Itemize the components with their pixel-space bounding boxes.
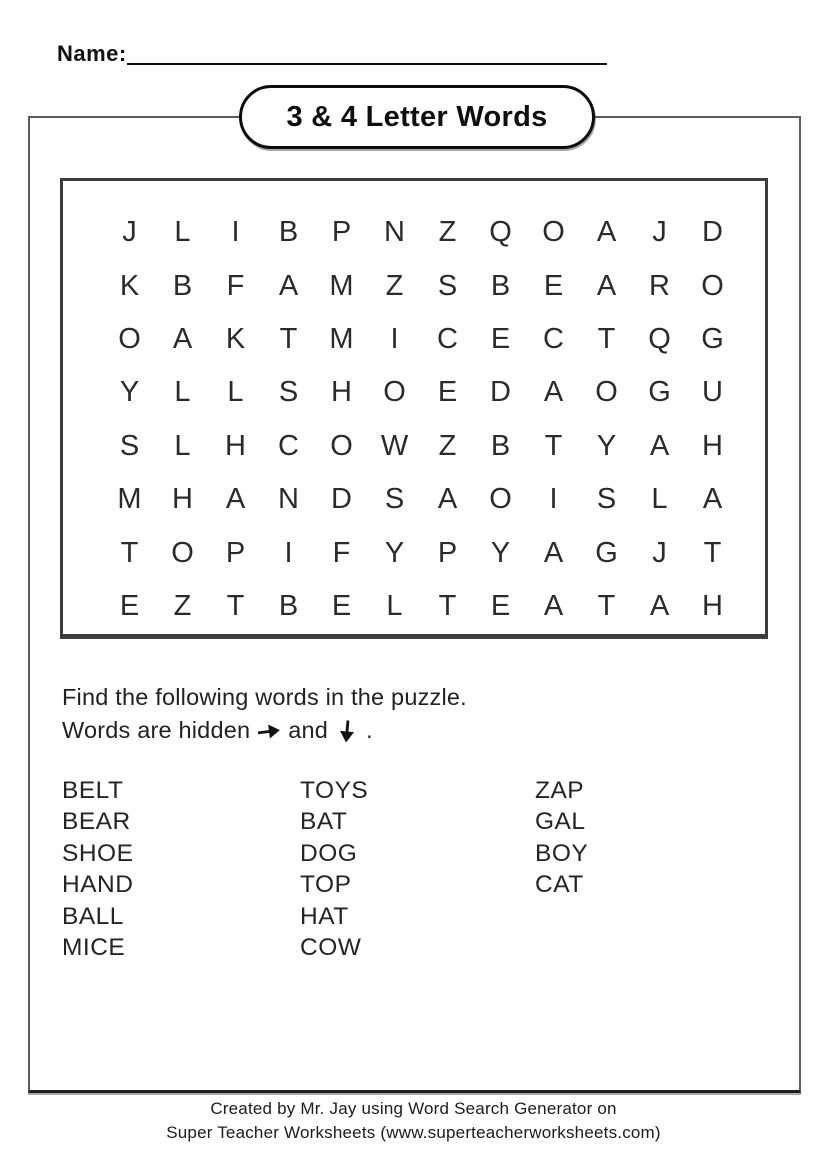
grid-letter-r3c2: A xyxy=(172,322,193,355)
instructions-and-text: and xyxy=(288,716,329,743)
grid-letter-r4c7: E xyxy=(437,376,458,409)
grid-letter-r3c6: I xyxy=(390,322,399,355)
grid-letter-r4c1: Y xyxy=(119,376,140,409)
grid-letter-r1c3: I xyxy=(231,216,240,249)
grid-letter-r3c12: G xyxy=(701,322,724,355)
grid-letter-r8c3: T xyxy=(226,589,245,622)
grid-letter-r5c12: H xyxy=(702,429,723,462)
word-item-belt: BELT xyxy=(62,777,124,804)
grid-letter-r4c11: G xyxy=(648,376,671,409)
grid-letter-r7c12: T xyxy=(703,536,722,569)
grid-letter-r3c11: Q xyxy=(648,322,671,355)
grid-letter-r1c1: J xyxy=(122,216,137,249)
grid-letter-r6c3: A xyxy=(225,483,246,516)
footer-line-2: Super Teacher Worksheets (www.superteacherworksheets.com) xyxy=(166,1122,661,1142)
grid-letter-r1c8: Q xyxy=(489,216,512,249)
grid-letter-r5c7: Z xyxy=(438,429,457,462)
grid-letter-r2c3: F xyxy=(226,269,245,302)
grid-letter-r2c2: B xyxy=(172,269,193,302)
word-item-toys: TOYS xyxy=(300,777,369,804)
name-blank-line xyxy=(127,63,607,65)
word-list xyxy=(62,775,772,995)
word-item-zap: ZAP xyxy=(535,777,585,804)
grid-letter-r4c5: H xyxy=(331,376,352,409)
grid-letter-r6c8: O xyxy=(489,483,512,516)
word-item-dog: DOG xyxy=(300,839,358,867)
grid-letter-r6c7: A xyxy=(437,483,458,516)
instructions-line-2 xyxy=(62,714,467,747)
grid-letter-r1c9: O xyxy=(542,216,565,249)
grid-letter-r2c7: S xyxy=(437,269,458,302)
grid-letter-r2c4: A xyxy=(278,269,299,302)
grid-letter-r4c3: L xyxy=(227,376,244,409)
down-arrow-icon xyxy=(335,722,359,741)
grid-letter-r2c5: M xyxy=(329,269,354,302)
grid-letter-r2c1: K xyxy=(119,269,140,302)
grid-letter-r1c6: N xyxy=(384,216,405,249)
word-item-mice: MICE xyxy=(62,934,126,962)
grid-letter-r8c7: T xyxy=(438,589,457,622)
letter-grid xyxy=(103,206,739,633)
grid-letter-r2c12: O xyxy=(701,269,724,302)
grid-letter-r7c6: Y xyxy=(384,536,405,569)
title-pill xyxy=(239,85,595,149)
grid-letter-r8c6: L xyxy=(386,589,403,622)
grid-letter-r3c9: C xyxy=(543,322,564,355)
grid-letter-r8c2: Z xyxy=(173,589,192,622)
word-list-column-3 xyxy=(535,775,588,901)
grid-letter-r1c7: Z xyxy=(438,216,457,249)
grid-letter-r4c4: S xyxy=(278,376,299,409)
grid-letter-r5c2: L xyxy=(174,429,191,462)
grid-letter-r4c6: O xyxy=(383,376,406,409)
grid-letter-r3c10: T xyxy=(597,322,616,355)
grid-letter-r4c2: L xyxy=(174,376,191,409)
grid-letter-r5c11: A xyxy=(649,429,670,462)
grid-letter-r4c9: A xyxy=(543,376,564,409)
grid-letter-r6c4: N xyxy=(278,483,299,516)
instructions-line-1: Find the following words in the puzzle. xyxy=(62,684,467,710)
grid-letter-r6c5: D xyxy=(331,483,352,516)
word-search-grid-box xyxy=(60,178,768,637)
grid-letter-r6c2: H xyxy=(172,483,193,516)
word-item-bear: BEAR xyxy=(62,808,131,836)
grid-letter-r8c11: A xyxy=(649,589,670,622)
word-item-shoe: SHOE xyxy=(62,839,134,867)
grid-letter-r1c2: L xyxy=(174,216,191,249)
grid-letter-r2c6: Z xyxy=(385,269,404,302)
grid-letter-r5c1: S xyxy=(119,429,140,462)
grid-letter-r8c8: E xyxy=(490,589,511,622)
word-item-hand: HAND xyxy=(62,871,134,899)
grid-letter-r6c1: M xyxy=(117,483,142,516)
grid-letter-r5c6: W xyxy=(380,429,409,462)
grid-letter-r7c4: I xyxy=(284,536,293,569)
grid-letter-r3c4: T xyxy=(279,322,298,355)
grid-letter-r6c11: L xyxy=(651,483,668,516)
grid-letter-r1c4: B xyxy=(278,216,299,249)
word-list-column-1 xyxy=(62,775,133,963)
grid-letter-r7c2: O xyxy=(171,536,194,569)
grid-letter-r8c1: E xyxy=(119,589,140,622)
grid-letter-r6c12: A xyxy=(702,483,723,516)
grid-letter-r7c11: J xyxy=(652,536,667,569)
word-item-cow: COW xyxy=(300,934,362,962)
grid-letter-r5c4: C xyxy=(278,429,299,462)
word-item-gal: GAL xyxy=(535,808,586,836)
word-item-cat: CAT xyxy=(535,871,584,899)
grid-letter-r6c10: S xyxy=(596,483,617,516)
footer-line-1: Created by Mr. Jay using Word Search Generator on xyxy=(210,1099,617,1118)
grid-letter-r6c6: S xyxy=(384,483,405,516)
grid-letter-r3c5: M xyxy=(329,322,354,355)
grid-letter-r3c3: K xyxy=(225,322,246,355)
grid-letter-r5c10: Y xyxy=(596,429,617,462)
grid-letter-r2c8: B xyxy=(490,269,511,302)
page-title: 3 & 4 Letter Words xyxy=(286,100,548,133)
grid-letter-r1c11: J xyxy=(652,216,667,249)
grid-letter-r4c8: D xyxy=(490,376,511,409)
grid-letter-r7c3: P xyxy=(225,536,246,569)
grid-letter-r8c9: A xyxy=(543,589,564,622)
grid-letter-r2c11: R xyxy=(649,269,670,302)
name-label: Name: xyxy=(57,41,127,66)
grid-letter-r3c8: E xyxy=(490,322,511,355)
word-item-bat: BAT xyxy=(300,808,348,836)
grid-letter-r7c9: A xyxy=(543,536,564,569)
grid-letter-r8c4: B xyxy=(278,589,299,622)
grid-letter-r7c10: G xyxy=(595,536,618,569)
grid-letter-r6c9: I xyxy=(549,483,558,516)
word-item-ball: BALL xyxy=(62,902,124,930)
grid-letter-r5c9: T xyxy=(544,429,563,462)
grid-letter-r3c7: C xyxy=(437,322,458,355)
footer-credit xyxy=(0,1097,827,1144)
word-list-column-2 xyxy=(300,775,368,963)
grid-letter-r5c3: H xyxy=(225,429,246,462)
grid-letter-r4c10: O xyxy=(595,376,618,409)
grid-letter-r7c5: F xyxy=(332,536,351,569)
grid-letter-r8c5: E xyxy=(331,589,352,622)
instructions xyxy=(62,681,467,746)
right-arrow-icon xyxy=(257,722,281,741)
grid-letter-r3c1: O xyxy=(118,322,141,355)
instructions-period: . xyxy=(366,716,373,743)
grid-letter-r5c8: B xyxy=(490,429,511,462)
instructions-line-2-text: Words are hidden xyxy=(62,716,251,743)
grid-letter-r4c12: U xyxy=(702,376,723,409)
word-item-top: TOP xyxy=(300,871,352,899)
grid-letter-r5c5: O xyxy=(330,429,353,462)
grid-letter-r1c5: P xyxy=(331,216,352,249)
grid-letter-r8c10: T xyxy=(597,589,616,622)
grid-letter-r1c12: D xyxy=(702,216,723,249)
grid-letter-r7c1: T xyxy=(120,536,139,569)
grid-letter-r1c10: A xyxy=(596,216,617,249)
grid-letter-r8c12: H xyxy=(702,589,723,622)
word-item-boy: BOY xyxy=(535,839,589,867)
word-item-hat: HAT xyxy=(300,902,349,930)
grid-letter-r2c9: E xyxy=(543,269,564,302)
grid-letter-r7c7: P xyxy=(437,536,458,569)
grid-letter-r7c8: Y xyxy=(490,536,511,569)
grid-letter-r2c10: A xyxy=(596,269,617,302)
